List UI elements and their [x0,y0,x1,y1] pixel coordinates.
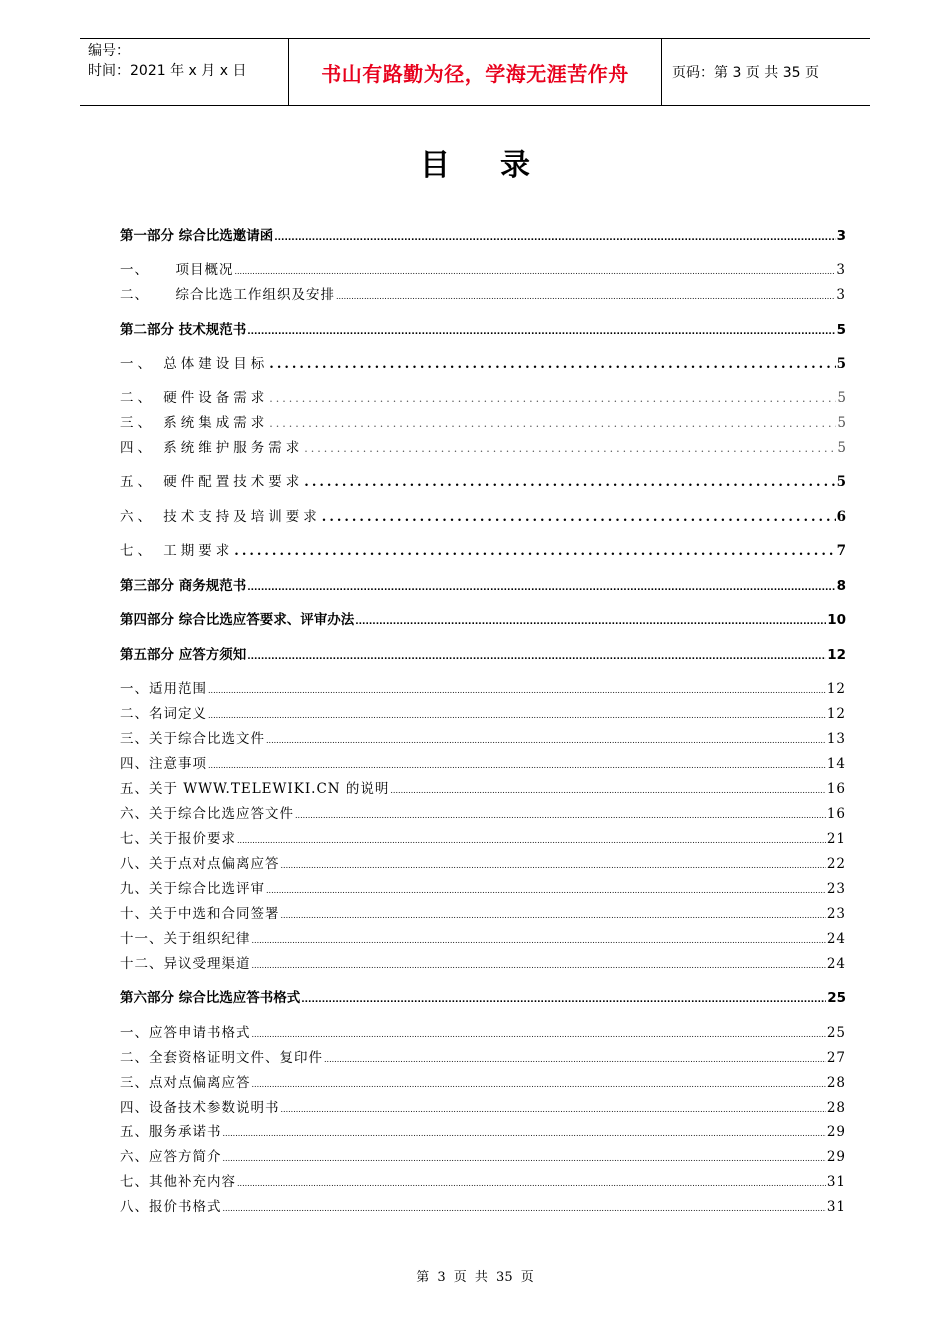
toc-entry-page: 14 [826,756,846,772]
toc-entry[interactable] [120,608,846,628]
toc-entry-label: 一、适用范围 [120,681,207,697]
toc-entry[interactable] [120,1195,846,1215]
toc-entry[interactable] [120,318,846,338]
toc-entry-label: 第四部分 综合比选应答要求、评审办法 [120,612,355,628]
toc-entry-page: 8 [836,578,846,594]
toc-leader [252,956,826,972]
toc-leader [234,543,835,559]
toc-leader [274,228,835,244]
toc-entry[interactable] [120,574,846,594]
toc-entry[interactable] [120,505,846,525]
toc-entry-label: 五、 硬件配置技术要求 [120,474,304,490]
toc-entry-label: 第五部分 应答方须知 [120,647,247,663]
toc-entry-label: 十二、异议受理渠道 [120,956,251,972]
toc-leader [322,509,836,525]
toc-entry-page: 5 [836,474,846,490]
toc-entry[interactable] [120,877,846,897]
toc-entry[interactable] [120,1021,846,1041]
toc-entry[interactable] [120,927,846,947]
toc-entry-page: 21 [826,831,846,847]
toc-entry[interactable] [120,1096,846,1116]
toc-leader [281,1100,826,1116]
toc-entry-page: 25 [827,990,846,1006]
toc-leader [252,931,826,947]
toc-entry-page: 25 [826,1025,846,1041]
toc-leader [266,881,826,897]
page-header [80,38,870,106]
toc-entry-label: 六、关于综合比选应答文件 [120,806,294,822]
toc-entry-label: 八、报价书格式 [120,1199,222,1215]
toc-leader [247,647,826,663]
toc-leader [324,1050,826,1066]
page-footer: 第 3 页 共 35 页 [416,1270,534,1285]
header-page-label: 页码：第 3 页 共 35 页 [672,65,819,81]
toc-entry[interactable] [120,902,846,922]
toc-entry-page: 6 [836,509,846,525]
toc-leader [269,356,835,372]
toc-entry-page: 7 [836,543,846,559]
toc-entry-label: 第二部分 技术规范书 [120,322,247,338]
toc-entry-page: 22 [826,856,846,872]
toc-entry[interactable] [120,470,846,490]
toc-entry-label: 五、关于 WWW.TELEWIKI.CN 的说明 [120,781,390,797]
toc-entry-page: 12 [826,706,846,722]
toc-entry-label: 第一部分 综合比选邀请函 [120,228,274,244]
toc-entry-page: 29 [826,1149,846,1165]
toc-entry-label: 第三部分 商务规范书 [120,578,247,594]
toc-entry-page: 12 [827,647,846,663]
toc-leader [223,1199,826,1215]
toc-entry-label: 四、设备技术参数说明书 [120,1100,280,1116]
toc-leader [223,1149,826,1165]
toc-entry-page: 3 [836,228,846,244]
toc-entry-label: 七、 工期要求 [120,543,234,559]
toc-entry[interactable] [120,827,846,847]
toc-entry-label: 二、全套资格证明文件、复印件 [120,1050,323,1066]
toc-entry-page: 23 [826,906,846,922]
toc-entry-label: 三、点对点偏离应答 [120,1075,251,1091]
toc-entry-label: 七、关于报价要求 [120,831,236,847]
toc-entry-label: 二、 硬件设备需求 [120,390,269,406]
toc-entry-page: 10 [827,612,846,628]
toc-leader [208,756,826,772]
toc-entry-label: 四、注意事项 [120,756,207,772]
toc-leader [208,681,826,697]
toc-entry[interactable] [120,986,846,1006]
toc-entry[interactable] [120,852,846,872]
toc-entry-label: 七、其他补充内容 [120,1174,236,1190]
toc-entry-page: 24 [826,956,846,972]
toc-leader [223,1124,826,1140]
toc-entry[interactable] [120,283,846,303]
toc-entry-page: 12 [826,681,846,697]
toc-entry-page: 23 [826,881,846,897]
toc-entry[interactable] [120,802,846,822]
toc-entry[interactable] [120,352,846,372]
header-meta [80,39,289,105]
toc-entry-page: 3 [836,262,846,278]
toc-entry[interactable] [120,1170,846,1190]
toc-entry-page: 5 [837,440,846,456]
toc-entry-page: 5 [836,322,846,338]
toc-entry[interactable] [120,952,846,972]
toc-leader [304,440,836,456]
toc-entry[interactable] [120,1120,846,1140]
toc-entry-page: 29 [826,1124,846,1140]
toc-entry-label: 二、 综合比选工作组织及安排 [120,287,335,303]
toc-leader [269,390,836,406]
toc-entry-label: 八、关于点对点偏离应答 [120,856,280,872]
toc-entry[interactable] [120,677,846,697]
toc-entry[interactable] [120,411,846,431]
toc-entry-page: 24 [826,931,846,947]
toc-entry-label: 五、服务承诺书 [120,1124,222,1140]
toc-entry-label: 六、应答方简介 [120,1149,222,1165]
toc-entry-label: 三、 系统集成需求 [120,415,269,431]
toc-entry-label: 一、 总体建设目标 [120,356,269,372]
toc-leader [252,1075,826,1091]
toc-entry-page: 3 [836,287,846,303]
toc-leader [355,612,826,628]
toc-leader [237,831,826,847]
toc-entry[interactable] [120,1145,846,1165]
toc-entry[interactable] [120,777,846,797]
toc-entry-page: 31 [826,1199,846,1215]
toc-entry[interactable] [120,436,846,456]
toc-entry-label: 九、关于综合比选评审 [120,881,265,897]
toc-leader [234,262,835,278]
toc-entry[interactable] [120,386,846,406]
toc-entry[interactable] [120,752,846,772]
toc-leader [208,706,826,722]
toc-leader [252,1025,826,1041]
toc-entry-page: 16 [826,806,846,822]
toc-leader [269,415,836,431]
toc-entry[interactable] [120,224,846,244]
toc-entry-page: 16 [826,781,846,797]
toc-leader [301,990,826,1006]
toc-leader [295,806,826,822]
toc-entry-page: 28 [826,1075,846,1091]
toc-entry-label: 三、关于综合比选文件 [120,731,265,747]
header-number-label: 编号： [88,43,130,59]
toc-entry-page: 5 [837,390,846,406]
toc-entry-page: 31 [826,1174,846,1190]
toc-entry-page: 27 [826,1050,846,1066]
toc-leader [390,781,825,797]
toc-leader [247,578,835,594]
toc-leader [336,287,835,303]
toc-entry[interactable] [120,258,846,278]
toc-leader [304,474,835,490]
toc-leader [281,906,826,922]
toc-leader [266,731,826,747]
toc-entry-label: 四、 系统维护服务需求 [120,440,304,456]
toc-leader [237,1174,826,1190]
page-title: 目录 [420,148,580,183]
toc-entry-label: 一、 项目概况 [120,262,234,278]
toc-entry[interactable] [120,643,846,663]
toc-entry[interactable] [120,727,846,747]
toc-leader [281,856,826,872]
header-motto: 书山有路勤为径，学海无涯苦作舟 [289,39,662,105]
toc-entry[interactable] [120,1046,846,1066]
toc-entry[interactable] [120,539,846,559]
toc-entry-label: 二、名词定义 [120,706,207,722]
toc-entry-label: 十、关于中选和合同签署 [120,906,280,922]
toc-entry-label: 六、 技术支持及培训要求 [120,509,321,525]
toc-entry-label: 第六部分 综合比选应答书格式 [120,990,301,1006]
toc-entry-label: 十一、关于组织纪律 [120,931,251,947]
toc-leader [247,322,835,338]
toc-entry-label: 一、应答申请书格式 [120,1025,251,1041]
toc-entry[interactable] [120,702,846,722]
header-time-label: 时间：2021 年 x 月 x 日 [88,63,247,79]
toc-entry-page: 5 [837,415,846,431]
toc-entry-page: 28 [826,1100,846,1116]
toc-entry-page: 13 [826,731,846,747]
toc-entry-page: 5 [836,356,846,372]
toc-entry[interactable] [120,1071,846,1091]
